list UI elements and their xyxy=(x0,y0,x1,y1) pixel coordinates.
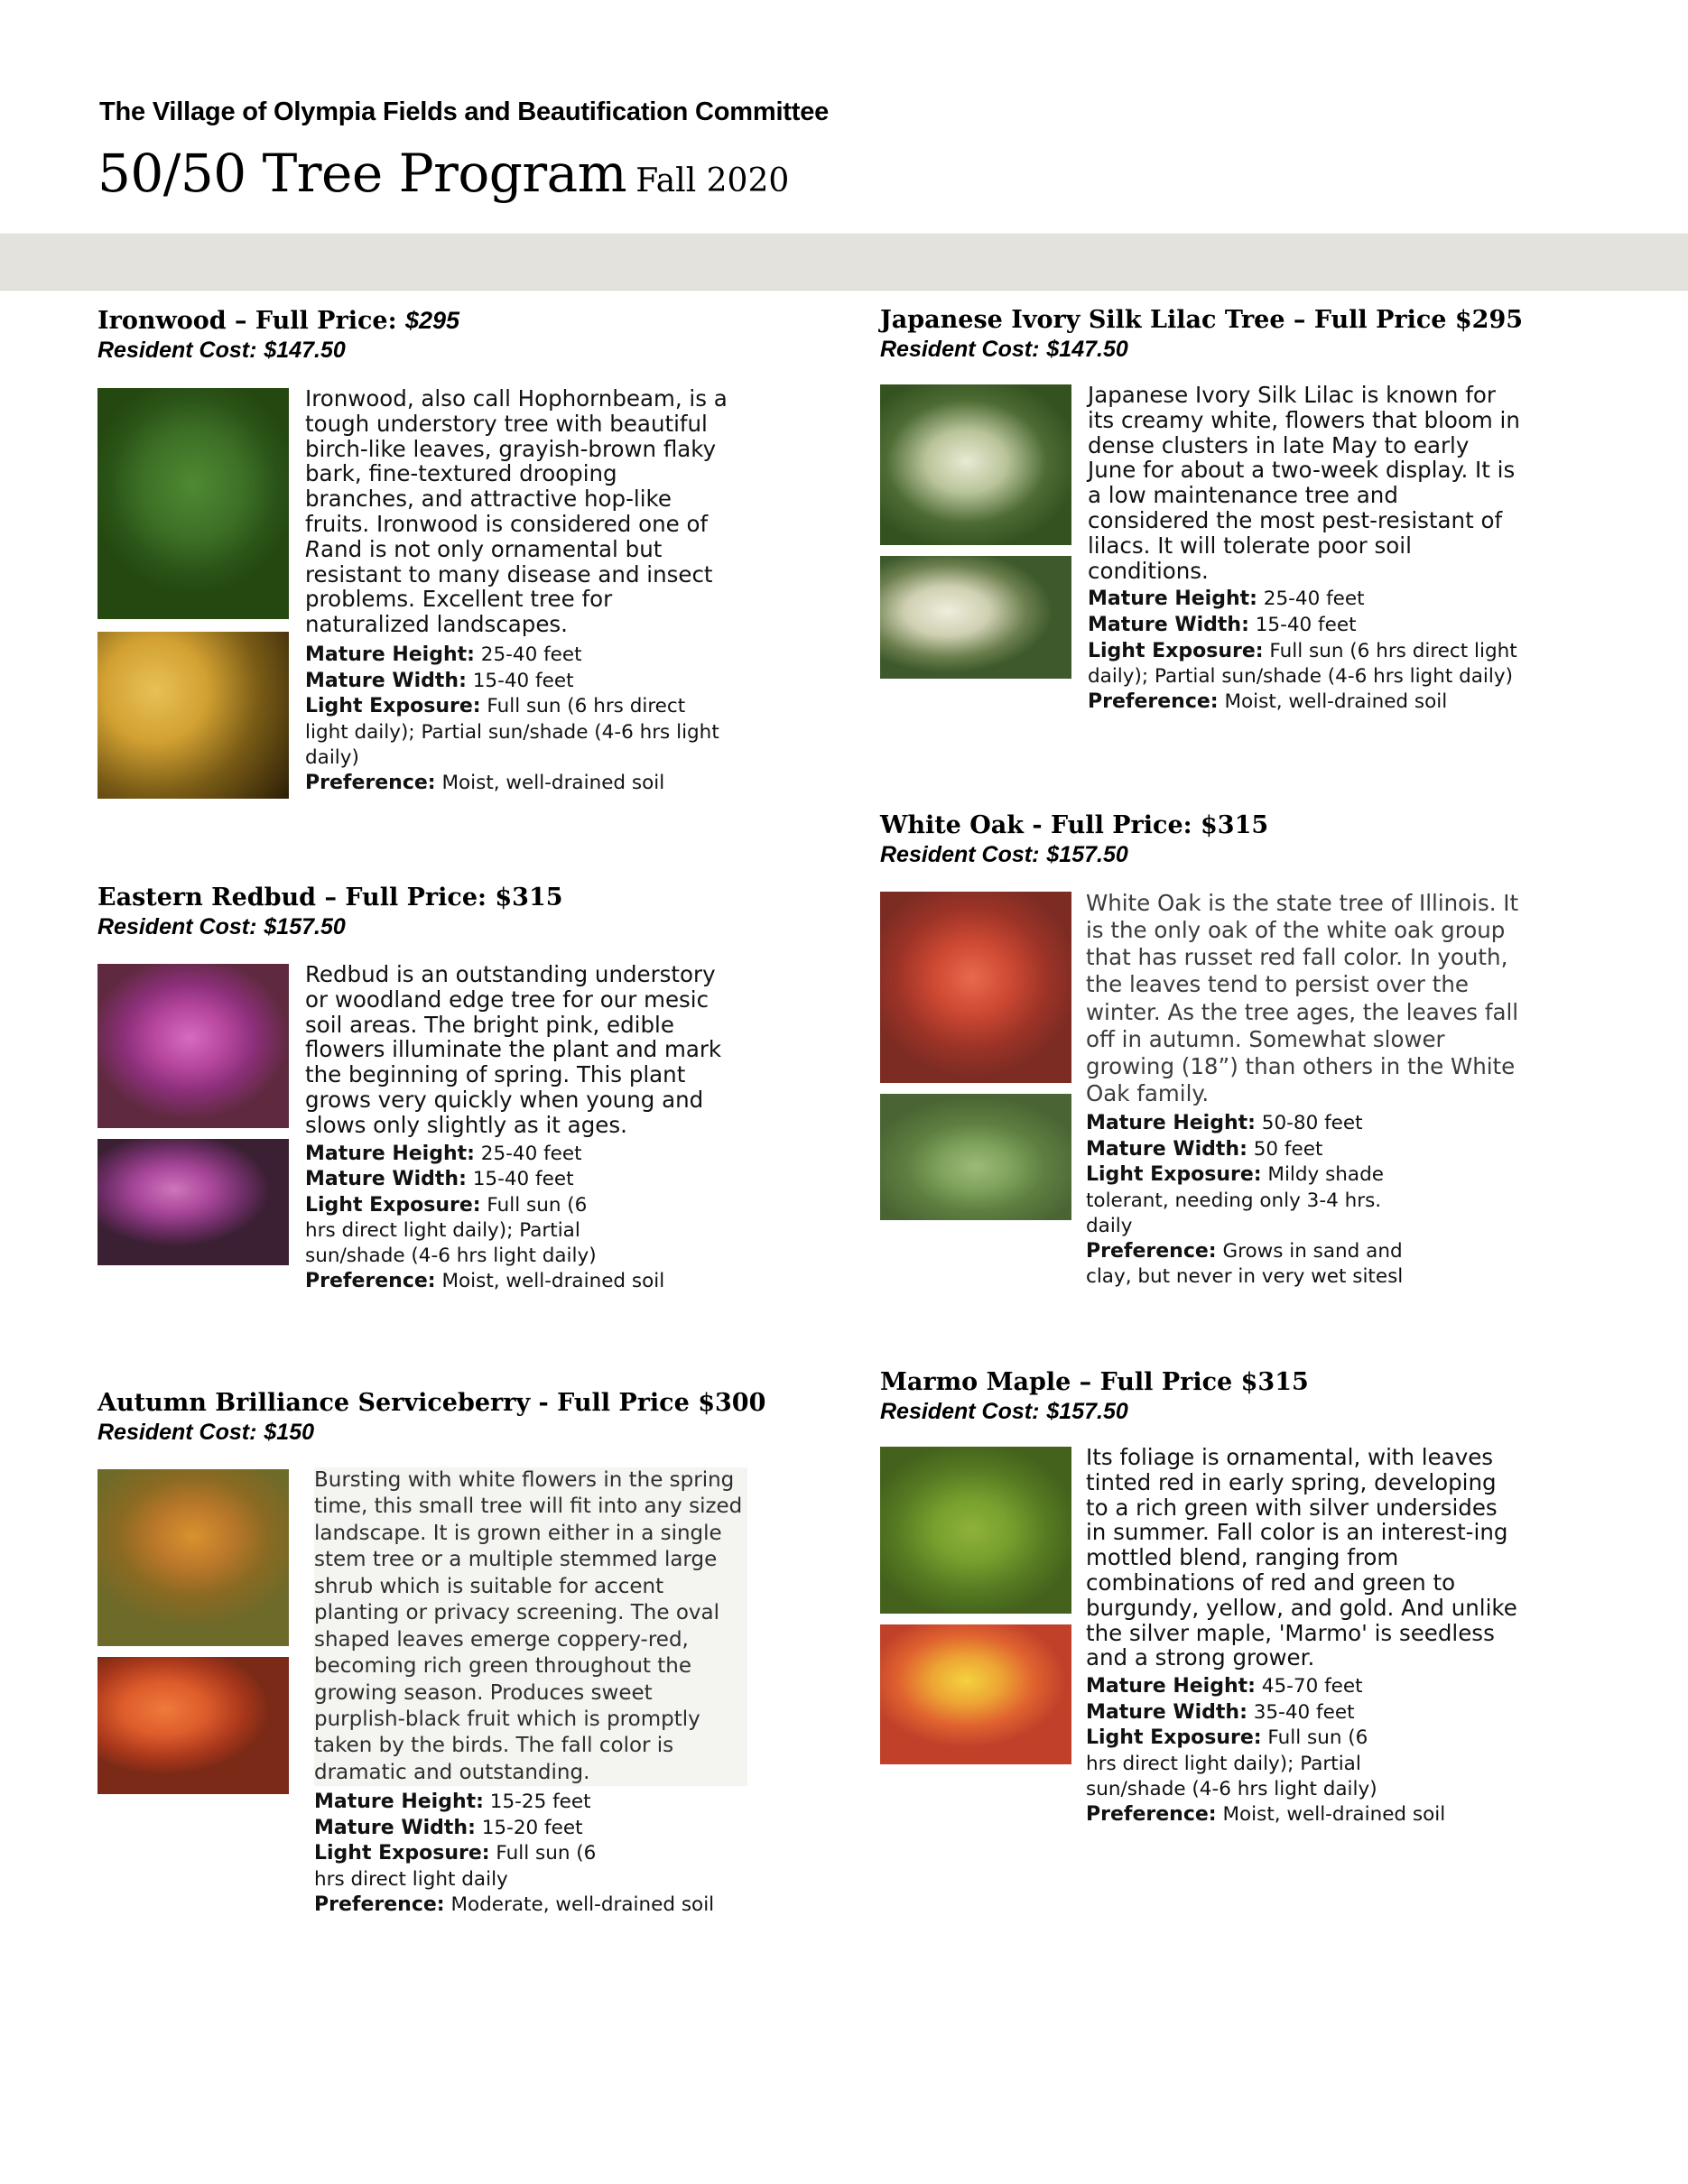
mature-height-value: 25-40 feet xyxy=(1263,588,1365,611)
spec-preference xyxy=(1086,1802,1519,1828)
light-exposure-label: Light Exposure: xyxy=(314,1842,490,1865)
spec-mature-height xyxy=(1086,1111,1528,1137)
preference-value: Moderate, well-drained soil xyxy=(450,1892,715,1916)
tree-title-marmo-maple: Marmo Maple – Full Price $315 xyxy=(880,1368,1309,1396)
tree-title-eastern-redbud: Eastern Redbud – Full Price: $315 xyxy=(97,884,563,912)
light-exposure-value: Full sun (6 hrs direct light daily); Partial sun/shade (4-6 hrs light daily) xyxy=(305,1193,597,1268)
spec-light-exposure xyxy=(1088,639,1521,690)
tree-title-white-oak: White Oak - Full Price: $315 xyxy=(880,811,1269,839)
light-exposure-label: Light Exposure: xyxy=(305,1193,481,1217)
preference-label: Preference: xyxy=(1088,690,1219,714)
photo-stack-ironwood xyxy=(97,388,289,799)
light-exposure-label: Light Exposure: xyxy=(305,695,481,718)
full-price-ironwood: $295 xyxy=(404,307,460,334)
spec-list-white-oak xyxy=(1086,1111,1528,1290)
resident-cost-serviceberry xyxy=(97,1419,784,1446)
mature-height-value: 45-70 feet xyxy=(1261,1675,1363,1698)
resident-cost-label: Resident Cost: xyxy=(880,1399,1040,1425)
resident-cost-lilac xyxy=(880,336,1593,363)
mature-height-value: 25-40 feet xyxy=(480,643,582,666)
mature-height-value: 25-40 feet xyxy=(480,1142,582,1165)
lilac-tree-photo xyxy=(880,384,1071,545)
mature-width-label: Mature Width: xyxy=(314,1816,476,1839)
spec-mature-width xyxy=(314,1816,747,1842)
tree-title-lilac: Japanese Ivory Silk Lilac Tree – Full Price $295 xyxy=(880,306,1524,334)
tree-body-marmo-maple xyxy=(1086,1445,1519,1828)
resident-cost-ironwood xyxy=(97,337,784,364)
spec-mature-height xyxy=(305,1142,729,1168)
light-exposure-value: Full sun (6 hrs direct light daily); Partial sun/shade (4-6 hrs light daily) xyxy=(1088,639,1517,689)
spec-mature-height xyxy=(314,1790,747,1816)
spec-mature-width xyxy=(305,1167,729,1193)
resident-cost-value: $147.50 xyxy=(264,338,346,364)
ironwood-fall-leaves-photo xyxy=(97,632,289,799)
preference-label: Preference: xyxy=(305,771,436,794)
marmo-maple-tree-photo xyxy=(880,1447,1071,1614)
marmo-maple-leaf-photo xyxy=(880,1624,1071,1764)
light-exposure-value: Full sun (6 hrs direct light daily); Partial sun/shade (4-6 hrs light daily) xyxy=(305,695,719,769)
spec-mature-width xyxy=(1086,1137,1528,1163)
mature-width-value: 15-40 feet xyxy=(472,1168,574,1191)
spec-light-exposure xyxy=(305,1193,603,1269)
resident-cost-label: Resident Cost: xyxy=(880,337,1040,363)
resident-cost-eastern-redbud xyxy=(97,913,784,940)
spec-mature-width xyxy=(305,669,729,695)
tree-description-ironwood xyxy=(305,386,729,637)
tree-body-ironwood xyxy=(305,386,729,796)
resident-cost-white-oak xyxy=(880,841,1593,868)
photo-stack-serviceberry xyxy=(97,1469,289,1794)
light-exposure-label: Light Exposure: xyxy=(1086,1163,1262,1187)
spec-light-exposure xyxy=(314,1841,612,1892)
tree-description-white-oak: White Oak is the state tree of Illinois. It is the only oak of the white oak group that has russet red fall color. In youth, the leaves tend to persist over the winter. As the tree ages, the leaves fall off in autumn. Somewhat slower growing (18”) than others in the White Oak family. xyxy=(1086,890,1519,1106)
spec-list-lilac xyxy=(1088,587,1521,715)
light-exposure-label: Light Exposure: xyxy=(1088,639,1264,662)
spec-preference xyxy=(1086,1239,1447,1291)
tree-description-serviceberry: Bursting with white flowers in the spring time, this small tree will fit into any sized landscape. It is grown either in a single stem tree or a multiple stemmed large shrub which is suitable for accent planting or privacy screening. The oval shaped leaves emerge coppery-red, becoming rich green throughout the growing season. Produces sweet purplish-black fruit which is promptly taken by the birds. The fall color is dramatic and outstanding. xyxy=(314,1467,747,1786)
mature-width-value: 15-20 feet xyxy=(481,1816,583,1839)
mature-width-value: 50 feet xyxy=(1253,1137,1323,1161)
spec-list-serviceberry xyxy=(314,1790,747,1918)
spec-list-eastern-redbud xyxy=(305,1142,729,1295)
light-exposure-value: Full sun (6 hrs direct light daily); Partial sun/shade (4-6 hrs light daily) xyxy=(1086,1726,1377,1800)
resident-cost-label: Resident Cost: xyxy=(97,338,257,364)
tree-title-serviceberry: Autumn Brilliance Serviceberry - Full Price $300 xyxy=(97,1389,766,1417)
spec-light-exposure xyxy=(1086,1726,1402,1801)
serviceberry-tree-photo xyxy=(97,1469,289,1646)
desc-part-2: and is not only ornamental but resistant to many disease and insect problems. Excellent tree for naturalized landscapes. xyxy=(305,535,713,638)
spec-mature-width xyxy=(1086,1700,1519,1726)
resident-cost-label: Resident Cost: xyxy=(880,842,1040,868)
mature-width-label: Mature Width: xyxy=(305,669,467,692)
program-season: Fall 2020 xyxy=(635,162,790,199)
header-divider-band xyxy=(0,233,1688,291)
mature-width-label: Mature Width: xyxy=(1086,1137,1247,1161)
tree-body-serviceberry xyxy=(314,1467,747,1919)
preference-value: Moist, well-drained soil xyxy=(441,771,665,794)
mature-width-value: 15-40 feet xyxy=(1255,613,1357,636)
spec-mature-height xyxy=(1088,587,1521,613)
tree-body-white-oak xyxy=(1086,890,1528,1290)
light-exposure-label: Light Exposure: xyxy=(1086,1726,1262,1750)
photo-stack-lilac xyxy=(880,384,1071,679)
tree-description-eastern-redbud: Redbud is an outstanding understory or woodland edge tree for our mesic soil areas. The bright pink, edible flowers illuminate the plant and mark the beginning of spring. This plant grows very quickly when young and slows only slightly as it ages. xyxy=(305,961,722,1138)
mature-width-value: 15-40 feet xyxy=(472,669,574,692)
resident-cost-value: $147.50 xyxy=(1046,337,1128,363)
preference-value: Moist, well-drained soil xyxy=(1222,1802,1446,1826)
mature-height-label: Mature Height: xyxy=(305,643,475,666)
light-exposure-value: Mildy shade tolerant, needing only 3-4 hrs. daily xyxy=(1086,1163,1384,1237)
mature-width-value: 35-40 feet xyxy=(1253,1700,1355,1724)
tree-description-marmo-maple: Its foliage is ornamental, with leaves tinted red in early spring, developing to a rich green with silver undersides in summer. Fall color is an interest-ing mottled blend, ranging from combinations of red and green to burgundy, yellow, and gold. And unlike the silver maple, 'Marmo' is seedless and a strong grower. xyxy=(1086,1444,1517,1671)
photo-stack-eastern-redbud xyxy=(97,964,289,1265)
mature-width-label: Mature Width: xyxy=(1088,613,1249,636)
mature-height-label: Mature Height: xyxy=(1086,1112,1256,1134)
spec-light-exposure xyxy=(305,694,729,770)
mature-height-value: 15-25 feet xyxy=(489,1791,591,1814)
preference-label: Preference: xyxy=(314,1892,445,1916)
spec-list-ironwood xyxy=(305,643,729,796)
spec-mature-height xyxy=(1086,1674,1519,1700)
light-exposure-value: Full sun (6 hrs direct light daily xyxy=(314,1842,597,1892)
white-oak-canopy-photo xyxy=(880,1094,1071,1220)
mature-height-label: Mature Height: xyxy=(1088,588,1257,611)
tree-entry-autumn-brilliance-serviceberry xyxy=(97,1390,784,1931)
resident-cost-label: Resident Cost: xyxy=(97,1420,257,1446)
resident-cost-value: $157.50 xyxy=(264,914,346,940)
tree-title-ironwood xyxy=(97,307,784,335)
preference-value: Moist, well-drained soil xyxy=(1224,690,1448,714)
tree-body-eastern-redbud xyxy=(305,962,729,1295)
tree-body-lilac xyxy=(1088,383,1521,716)
tree-entry-white-oak xyxy=(880,812,1593,1349)
mature-height-label: Mature Height: xyxy=(1086,1675,1256,1698)
preference-label: Preference: xyxy=(1086,1239,1217,1263)
organization-name: The Village of Olympia Fields and Beautification Committee xyxy=(99,97,830,126)
spec-list-marmo-maple xyxy=(1086,1674,1519,1828)
lilac-flowers-photo xyxy=(880,556,1071,679)
serviceberry-fall-leaves-photo xyxy=(97,1657,289,1794)
desc-part-1: Ironwood, also call Hophornbeam, is a tough understory tree with beautiful birch-like leaves, grayish-brown flaky bark, fine-textured drooping branches, and attractive hop-like fruits. Ironwood is considered one of xyxy=(305,385,728,537)
mature-width-label: Mature Width: xyxy=(1086,1700,1247,1724)
mature-height-label: Mature Height: xyxy=(314,1791,484,1814)
preference-label: Preference: xyxy=(305,1270,436,1293)
tree-entry-eastern-redbud xyxy=(97,884,784,1390)
tree-description-lilac: Japanese Ivory Silk Lilac is known for its creamy white, flowers that bloom in dense clusters in late May to early June for about a two-week display. It is a low maintenance tree and considered the most pest-resistant of lilacs. It will tolerate poor soil conditions. xyxy=(1088,382,1520,584)
preference-value: Moist, well-drained soil xyxy=(441,1270,665,1293)
spec-light-exposure xyxy=(1086,1162,1420,1238)
resident-cost-label: Resident Cost: xyxy=(97,914,257,940)
mature-height-label: Mature Height: xyxy=(305,1142,475,1165)
spec-mature-height xyxy=(305,643,729,669)
resident-cost-value: $157.50 xyxy=(1046,842,1128,868)
preference-value: Grows in sand and clay, but never in very wet sitesl xyxy=(1086,1239,1404,1289)
white-oak-fall-tree-photo xyxy=(880,892,1071,1083)
spec-preference xyxy=(305,1269,729,1295)
program-title: 50/50 Tree Program xyxy=(97,143,627,204)
redbud-tree-photo xyxy=(97,964,289,1128)
resident-cost-marmo-maple xyxy=(880,1398,1593,1425)
tree-name-ironwood: Ironwood – Full Price: xyxy=(97,307,397,335)
tree-entry-marmo-maple xyxy=(880,1369,1593,1874)
photo-stack-marmo-maple xyxy=(880,1447,1071,1764)
spec-mature-width xyxy=(1088,613,1521,639)
tree-entry-japanese-ivory-silk-lilac xyxy=(880,307,1593,812)
mature-width-label: Mature Width: xyxy=(305,1168,467,1191)
mature-height-value: 50-80 feet xyxy=(1261,1112,1363,1134)
spec-preference xyxy=(1088,689,1521,716)
left-column xyxy=(97,307,784,1931)
photo-stack-white-oak xyxy=(880,892,1071,1220)
redbud-flowers-photo xyxy=(97,1139,289,1265)
resident-cost-value: $150 xyxy=(264,1420,315,1446)
spec-preference xyxy=(314,1892,747,1919)
tree-entry-ironwood xyxy=(97,307,784,884)
right-column xyxy=(880,307,1593,1874)
page-title xyxy=(97,143,789,204)
preference-label: Preference: xyxy=(1086,1802,1217,1826)
desc-italic-r: R xyxy=(305,535,321,562)
spec-preference xyxy=(305,771,729,797)
resident-cost-value: $157.50 xyxy=(1046,1399,1128,1425)
ironwood-tree-photo xyxy=(97,388,289,619)
